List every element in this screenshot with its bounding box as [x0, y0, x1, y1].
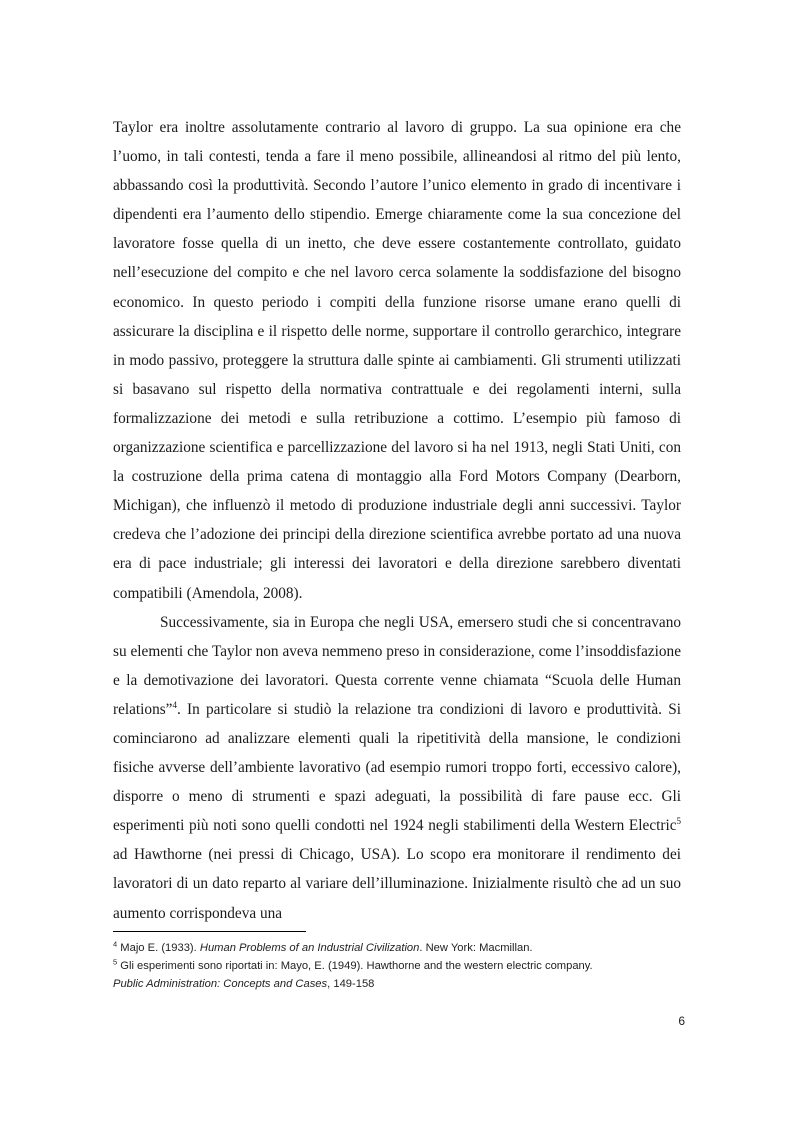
- footnote-4-text: Majo E. (1933).: [117, 942, 200, 954]
- footnote-5: [113, 957, 693, 993]
- paragraph-2-part-1: Successivamente, sia in Europa che negli USA, emersero studi che si concentravano su elementi che Taylor non aveva nemmeno preso in considerazione, come l’insoddisfazione e la demotivazione dei lavoratori. Questa corrente venne chiamata “Scuola delle Human relations”: [113, 613, 681, 718]
- footnote-4-publisher: . New York: Macmillan.: [419, 942, 533, 954]
- footnote-5-text: Gli esperimenti sono riportati in: Mayo, E. (1949). Hawthorne and the western electric company.: [117, 960, 593, 972]
- footnote-4-title: Human Problems of an Industrial Civilization: [199, 942, 420, 954]
- footnote-5-journal: Public Administration: Concepts and Cases: [113, 978, 328, 990]
- footnotes: [113, 939, 693, 993]
- paragraph-2: [113, 608, 681, 928]
- footnote-5-number: 5: [113, 957, 118, 967]
- footnote-4-number: 4: [113, 939, 118, 949]
- footnote-separator: [113, 931, 306, 932]
- paragraph-2-part-2: . In particolare si studiò la relazione tra condizioni di lavoro e produttività. Si cominciarono ad analizzare elementi quali la ripetitività della mansione, le condizioni fisiche avverse dell’ambiente lavorativo (ad esempio rumori troppo forti, eccessivo calore), disporre o meno di strumenti e spazi adeguati, la possibilità di fare pause ecc. Gli esperimenti più noti sono quelli condotti nel 1924 negli stabilimenti della Western Electric: [113, 700, 681, 835]
- footnote-5-pages: , 149-158: [327, 978, 375, 990]
- body-text: [113, 113, 681, 928]
- footnote-4: [113, 939, 693, 957]
- footnote-ref-4[interactable]: 4: [172, 699, 177, 710]
- footnote-ref-5[interactable]: 5: [676, 816, 681, 827]
- page-number: 6: [678, 1014, 685, 1028]
- paragraph-2-part-3: ad Hawthorne (nei pressi di Chicago, USA). Lo scopo era monitorare il rendimento dei lavoratori di un dato reparto al variare dell’illuminazione. Inizialmente risultò che ad un suo aumento corrispondeva una: [113, 846, 681, 922]
- paragraph-1: Taylor era inoltre assolutamente contrario al lavoro di gruppo. La sua opinione era che l’uomo, in tali contesti, tenda a fare il meno possibile, allineandosi al ritmo del più lento, abbassando così la produttività. Secondo l’autore l’unico elemento in grado di incentivare i dipendenti era l’aumento dello stipendio. Emerge chiaramente come la sua concezione del lavoratore fosse quella di un inetto, che deve essere costantemente controllato, guidato nell’esecuzione del compito e che nel lavoro cerca solamente la soddisfazione del bisogno economico. In questo periodo i compiti della funzione risorse umane erano quelli di assicurare la disciplina e il rispetto delle norme, supportare il controllo gerarchico, integrare in modo passivo, proteggere la struttura dalle spinte ai cambiamenti. Gli strumenti utilizzati si basavano sul rispetto della normativa contrattuale e dei regolamenti interni, sulla formalizzazione dei metodi e sulla retribuzione a cottimo. L’esempio più famoso di organizzazione scientifica e parcellizzazione del lavoro si ha nel 1913, negli Stati Uniti, con la costruzione della prima catena di montaggio alla Ford Motors Company (Dearborn, Michigan), che influenzò il metodo di produzione industriale degli anni successivi. Taylor credeva che l’adozione dei principi della direzione scientifica avrebbe portato ad una nuova era di pace industriale; gli interessi dei lavoratori e della direzione sarebbero diventati compatibili (Amendola, 2008).: [113, 119, 681, 602]
